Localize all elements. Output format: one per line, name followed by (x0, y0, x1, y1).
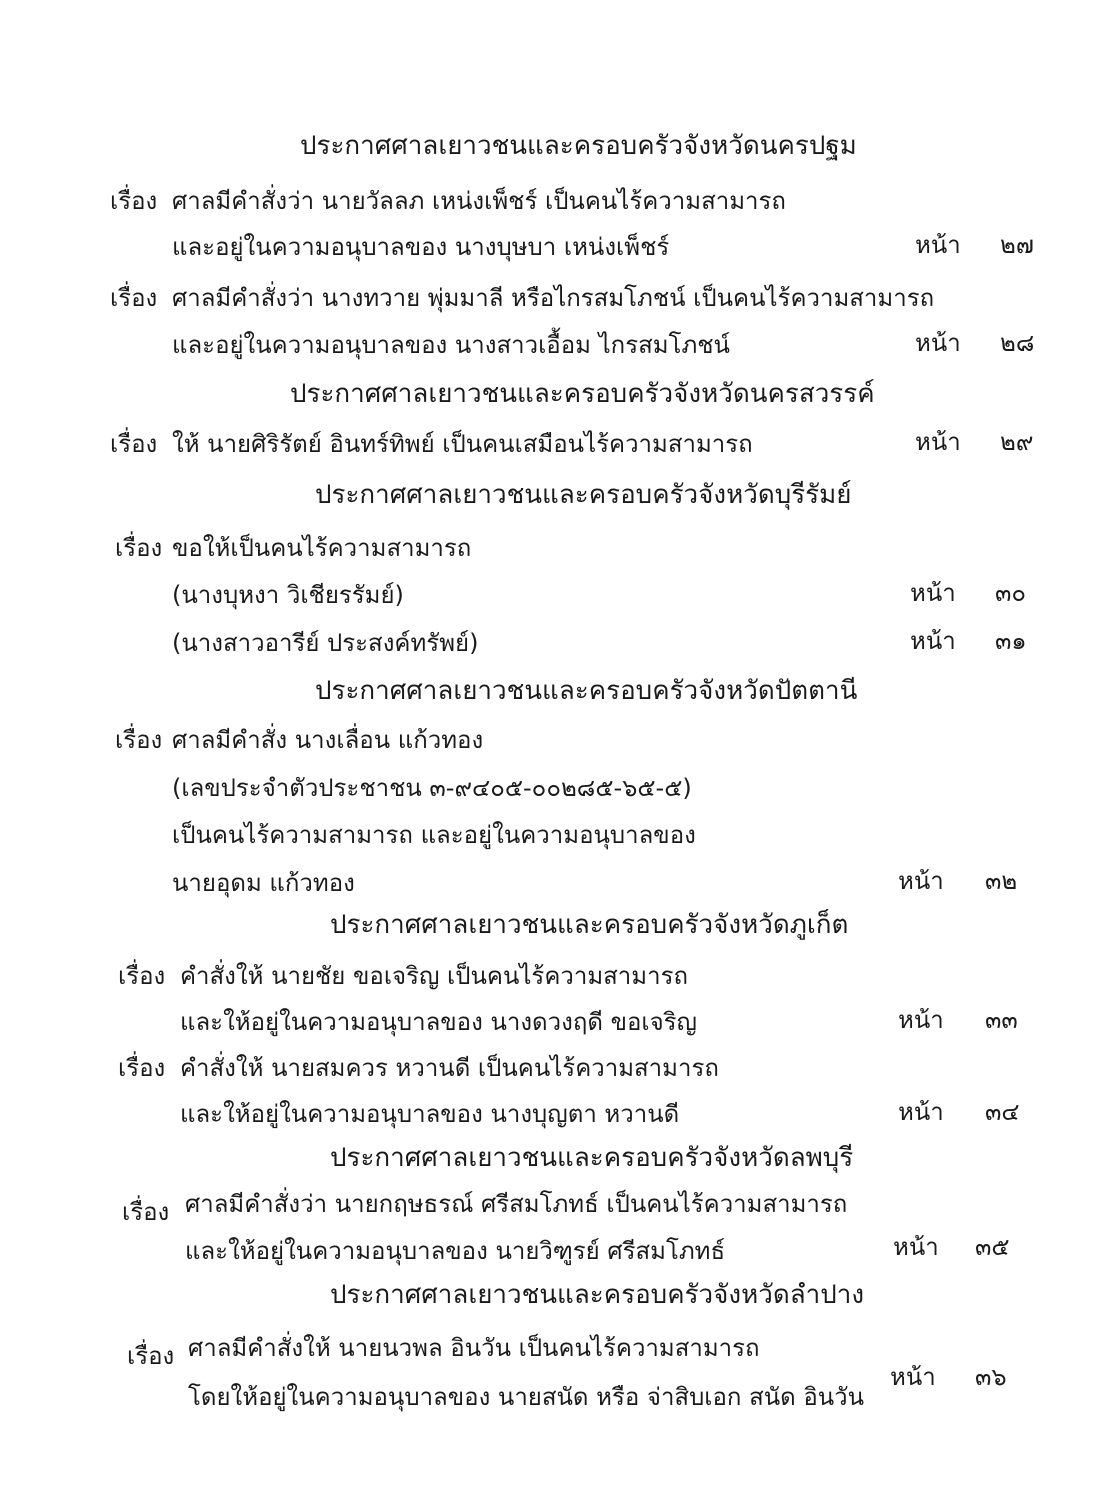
page-number: ๓๖ (975, 1363, 1007, 1391)
entry-label: เรื่อง (127, 1342, 175, 1370)
section-heading: ประกาศศาลเยาวชนและครอบครัวจังหวัดนครปฐม (300, 131, 857, 161)
entry-label: เรื่อง (110, 187, 158, 215)
entry-line: เป็นคนไร้ความสามารถ และอยู่ในความอนุบาลของ (172, 821, 696, 849)
entry-line: และอยู่ในความอนุบาลของ นางบุษบา เหน่งเพ็ชร์ (172, 233, 670, 261)
page-number: ๓๑ (995, 627, 1027, 655)
page-number: ๓๐ (995, 579, 1027, 607)
entry-line: (เลขประจำตัวประชาชน ๓-๙๔๐๕-๐๐๒๘๕-๖๕-๕) (172, 774, 692, 802)
entry-line: คำสั่งให้ นายสมควร หวานดี เป็นคนไร้ความสามารถ (180, 1054, 719, 1082)
entry-label: เรื่อง (110, 430, 158, 458)
entry-line: (นางสาวอารีย์ ประสงค์ทรัพย์) (172, 629, 479, 657)
entry-line: และให้อยู่ในความอนุบาลของ นางบุญตา หวานดี (180, 1100, 680, 1128)
entry-line: และให้อยู่ในความอนุบาลของ นางดวงฤดี ขอเจริญ (180, 1008, 697, 1036)
entry-label: เรื่อง (118, 1054, 166, 1082)
page-label: หน้า (915, 428, 961, 456)
page-label: หน้า (915, 231, 961, 259)
page-number: ๓๔ (985, 1098, 1020, 1126)
entry-line: นายอุดม แก้วทอง (172, 869, 355, 897)
section-heading: ประกาศศาลเยาวชนและครอบครัวจังหวัดบุรีรัมย์ (315, 480, 852, 510)
entry-label: เรื่อง (122, 1198, 170, 1226)
section-heading: ประกาศศาลเยาวชนและครอบครัวจังหวัดนครสวรรค์ (290, 379, 875, 409)
section-heading: ประกาศศาลเยาวชนและครอบครัวจังหวัดลพบุรี (330, 1143, 854, 1173)
page-number: ๓๒ (985, 867, 1018, 895)
page-number: ๓๓ (985, 1006, 1018, 1034)
page-label: หน้า (910, 627, 956, 655)
section-heading: ประกาศศาลเยาวชนและครอบครัวจังหวัดปัตตานี (315, 676, 858, 706)
entry-line: คำสั่งให้ นายชัย ขอเจริญ เป็นคนไร้ความสามารถ (180, 962, 688, 990)
page-label: หน้า (898, 867, 944, 895)
entry-line: และอยู่ในความอนุบาลของ นางสาวเอื้อม ไกรสมโภชน์ (172, 331, 730, 359)
entry-line: ขอให้เป็นคนไร้ความสามารถ (172, 534, 472, 562)
section-heading: ประกาศศาลเยาวชนและครอบครัวจังหวัดลำปาง (330, 1280, 865, 1310)
entry-line: ศาลมีคำสั่งว่า นางทวาย พุ่มมาลี หรือไกรสมโภชน์ เป็นคนไร้ความสามารถ (172, 284, 935, 312)
page-label: หน้า (898, 1006, 944, 1034)
entry-label: เรื่อง (115, 534, 163, 562)
entry-line: ศาลมีคำสั่งว่า นายวัลลภ เหน่งเพ็ชร์ เป็นคนไร้ความสามารถ (172, 187, 786, 215)
entry-line: โดยให้อยู่ในความอนุบาลของ นายสนัด หรือ จ่าสิบเอก สนัด อินวัน (188, 1383, 865, 1411)
entry-label: เรื่อง (118, 962, 166, 990)
entry-line: ให้ นายศิริรัตย์ อินทร์ทิพย์ เป็นคนเสมือนไร้ความสามารถ (172, 430, 753, 458)
entry-line: ศาลมีคำสั่งว่า นายกฤษธรณ์ ศรีสมโภทธ์ เป็นคนไร้ความสามารถ (185, 1190, 848, 1218)
page-label: หน้า (890, 1363, 936, 1391)
page-label: หน้า (915, 329, 961, 357)
page-number: ๒๗ (1000, 231, 1034, 259)
section-heading: ประกาศศาลเยาวชนและครอบครัวจังหวัดภูเก็ต (330, 910, 849, 940)
page-label: หน้า (910, 579, 956, 607)
entry-label: เรื่อง (110, 284, 158, 312)
page-label: หน้า (898, 1098, 944, 1126)
page-number: ๒๙ (1000, 428, 1034, 456)
page-number: ๒๘ (1000, 329, 1035, 357)
entry-line: ศาลมีคำสั่ง นางเลื่อน แก้วทอง (172, 726, 484, 754)
entry-line: ศาลมีคำสั่งให้ นายนวพล อินวัน เป็นคนไร้ความสามารถ (188, 1334, 760, 1362)
entry-line: และให้อยู่ในความอนุบาลของ นายวิฑูรย์ ศรีสมโภทธ์ (185, 1237, 726, 1265)
page-label: หน้า (893, 1233, 939, 1261)
page-number: ๓๕ (975, 1233, 1010, 1261)
entry-line: (นางบุหงา วิเชียรรัมย์) (172, 581, 404, 609)
entry-label: เรื่อง (115, 726, 163, 754)
